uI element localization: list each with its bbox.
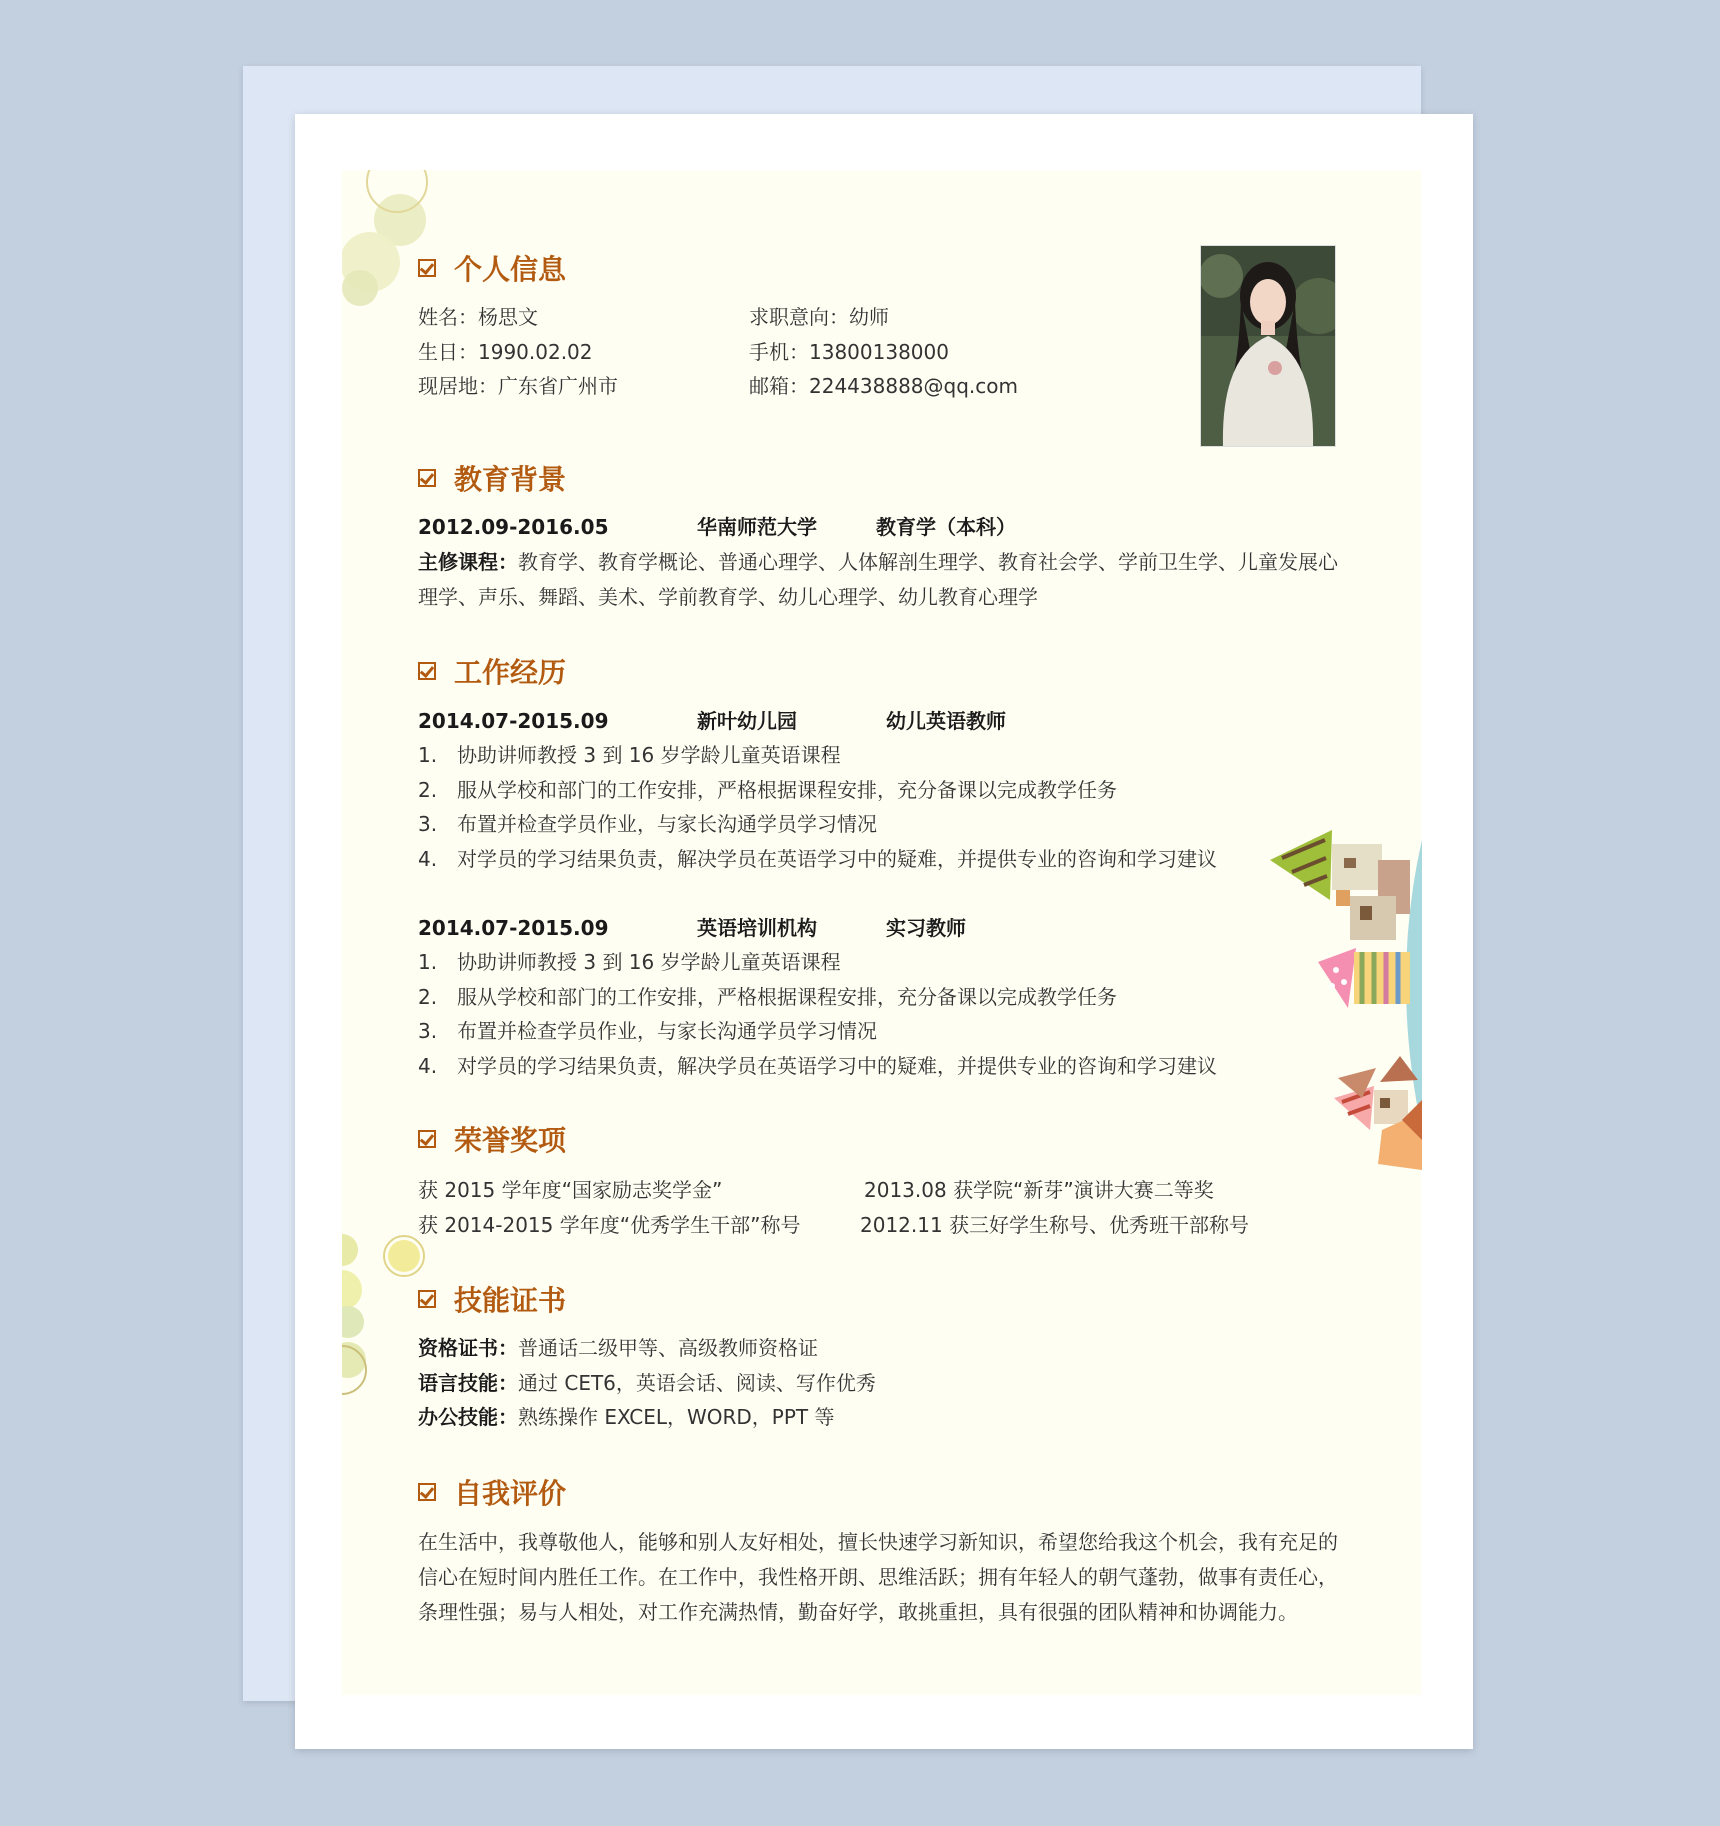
section-title-personal: [418, 248, 566, 288]
duty-text: 布置并检查学员作业，与家长沟通学员学习情况: [457, 812, 877, 836]
checkbox-icon: [418, 259, 436, 277]
job-period: 2014.07-2015.09: [418, 709, 609, 733]
checkbox-icon: [418, 1130, 436, 1148]
duty-text: 对学员的学习结果负责，解决学员在英语学习中的疑难，并提供专业的咨询和学习建议: [457, 1054, 1217, 1078]
section-title-text: 工作经历: [454, 656, 567, 689]
duty-text: 服从学校和部门的工作安排，严格根据课程安排，充分备课以完成教学任务: [457, 985, 1117, 1009]
skill-certificates: [418, 1331, 818, 1365]
section-title-text: 个人信息: [454, 253, 567, 286]
profile-photo: [1200, 245, 1336, 447]
skill-label: 语言技能：: [418, 1371, 518, 1395]
email-field: 邮箱：224438888@qq.com: [749, 374, 1018, 398]
duty-text: 协助讲师教授 3 到 16 岁学龄儿童英语课程: [457, 743, 841, 767]
checkbox-icon: [418, 1290, 436, 1308]
section-title-work: [418, 651, 566, 691]
job-position: 实习教师: [886, 916, 966, 940]
education-major: 教育学（本科）: [876, 515, 1016, 539]
skill-office: [418, 1400, 835, 1434]
courses-label: 主修课程：: [418, 550, 518, 574]
duty-text: 对学员的学习结果负责，解决学员在英语学习中的疑难，并提供专业的咨询和学习建议: [457, 847, 1217, 871]
duty-number: 4.: [418, 847, 438, 871]
self-eval-line: 信心在短时间内胜任工作。在工作中，我性格开朗、思维活跃；拥有年轻人的朝气蓬勃，做事有责任心，: [418, 1565, 1338, 1589]
honor-item: 获 2015 学年度“国家励志奖学金”: [418, 1178, 723, 1202]
duty-text: 服从学校和部门的工作安排，严格根据课程安排，充分备课以完成教学任务: [457, 778, 1117, 802]
checkbox-icon: [418, 662, 436, 680]
name-field: 姓名：杨思文: [418, 305, 538, 329]
skill-value: 普通话二级甲等、高级教师资格证: [518, 1336, 818, 1360]
skill-label: 资格证书：: [418, 1336, 518, 1360]
skill-value: 通过 CET6，英语会话、阅读、写作优秀: [518, 1371, 876, 1395]
duty-number: 2.: [418, 985, 438, 1009]
education-courses-line1: [418, 545, 1338, 579]
section-title-honors: [418, 1119, 566, 1159]
duty-text: 协助讲师教授 3 到 16 岁学龄儿童英语课程: [457, 950, 841, 974]
location-field: 现居地：广东省广州市: [418, 374, 618, 398]
duty-number: 1.: [418, 743, 438, 767]
courses-text: 教育学、教育学概论、普通心理学、人体解剖生理学、教育社会学、学前卫生学、儿童发展心: [518, 550, 1338, 574]
section-title-self-eval: [418, 1472, 566, 1512]
honor-item: 2013.08 获学院“新芽”演讲大赛二等奖: [864, 1178, 1214, 1202]
job-company: 英语培训机构: [697, 916, 817, 940]
checkbox-icon: [418, 469, 436, 487]
duty-number: 2.: [418, 778, 438, 802]
phone-field: 手机：13800138000: [749, 340, 949, 364]
checkbox-icon: [418, 1483, 436, 1501]
duty-text: 布置并检查学员作业，与家长沟通学员学习情况: [457, 1019, 877, 1043]
portrait-illustration: [1201, 246, 1335, 446]
self-eval-line: 在生活中，我尊敬他人，能够和别人友好相处，擅长快速学习新知识，希望您给我这个机会，我有充足的: [418, 1530, 1338, 1554]
skill-value: 熟练操作 EXCEL，WORD，PPT 等: [518, 1405, 835, 1429]
section-title-text: 教育背景: [454, 463, 567, 496]
objective-field: 求职意向：幼师: [749, 305, 889, 329]
birthday-field: 生日：1990.02.02: [418, 340, 593, 364]
section-title-text: 荣誉奖项: [454, 1124, 567, 1157]
skill-label: 办公技能：: [418, 1405, 518, 1429]
duty-number: 1.: [418, 950, 438, 974]
education-school: 华南师范大学: [697, 515, 817, 539]
duty-number: 3.: [418, 812, 438, 836]
job-position: 幼儿英语教师: [886, 709, 1006, 733]
duty-number: 3.: [418, 1019, 438, 1043]
section-title-text: 自我评价: [454, 1477, 567, 1510]
honor-item: 2012.11 获三好学生称号、优秀班干部称号: [860, 1213, 1250, 1237]
job-company: 新叶幼儿园: [697, 709, 797, 733]
job-period: 2014.07-2015.09: [418, 916, 609, 940]
skill-language: [418, 1366, 876, 1400]
education-period: 2012.09-2016.05: [418, 515, 609, 539]
education-courses-line2: 理学、声乐、舞蹈、美术、学前教育学、幼儿心理学、幼儿教育心理学: [418, 585, 1038, 609]
section-title-skills: [418, 1279, 566, 1319]
honor-item: 获 2014-2015 学年度“优秀学生干部”称号: [418, 1213, 801, 1237]
section-title-text: 技能证书: [454, 1284, 567, 1317]
self-eval-line: 条理性强；易与人相处，对工作充满热情，勤奋好学，敢挑重担，具有很强的团队精神和协调能力。: [418, 1600, 1298, 1624]
section-title-education: [418, 458, 566, 498]
duty-number: 4.: [418, 1054, 438, 1078]
